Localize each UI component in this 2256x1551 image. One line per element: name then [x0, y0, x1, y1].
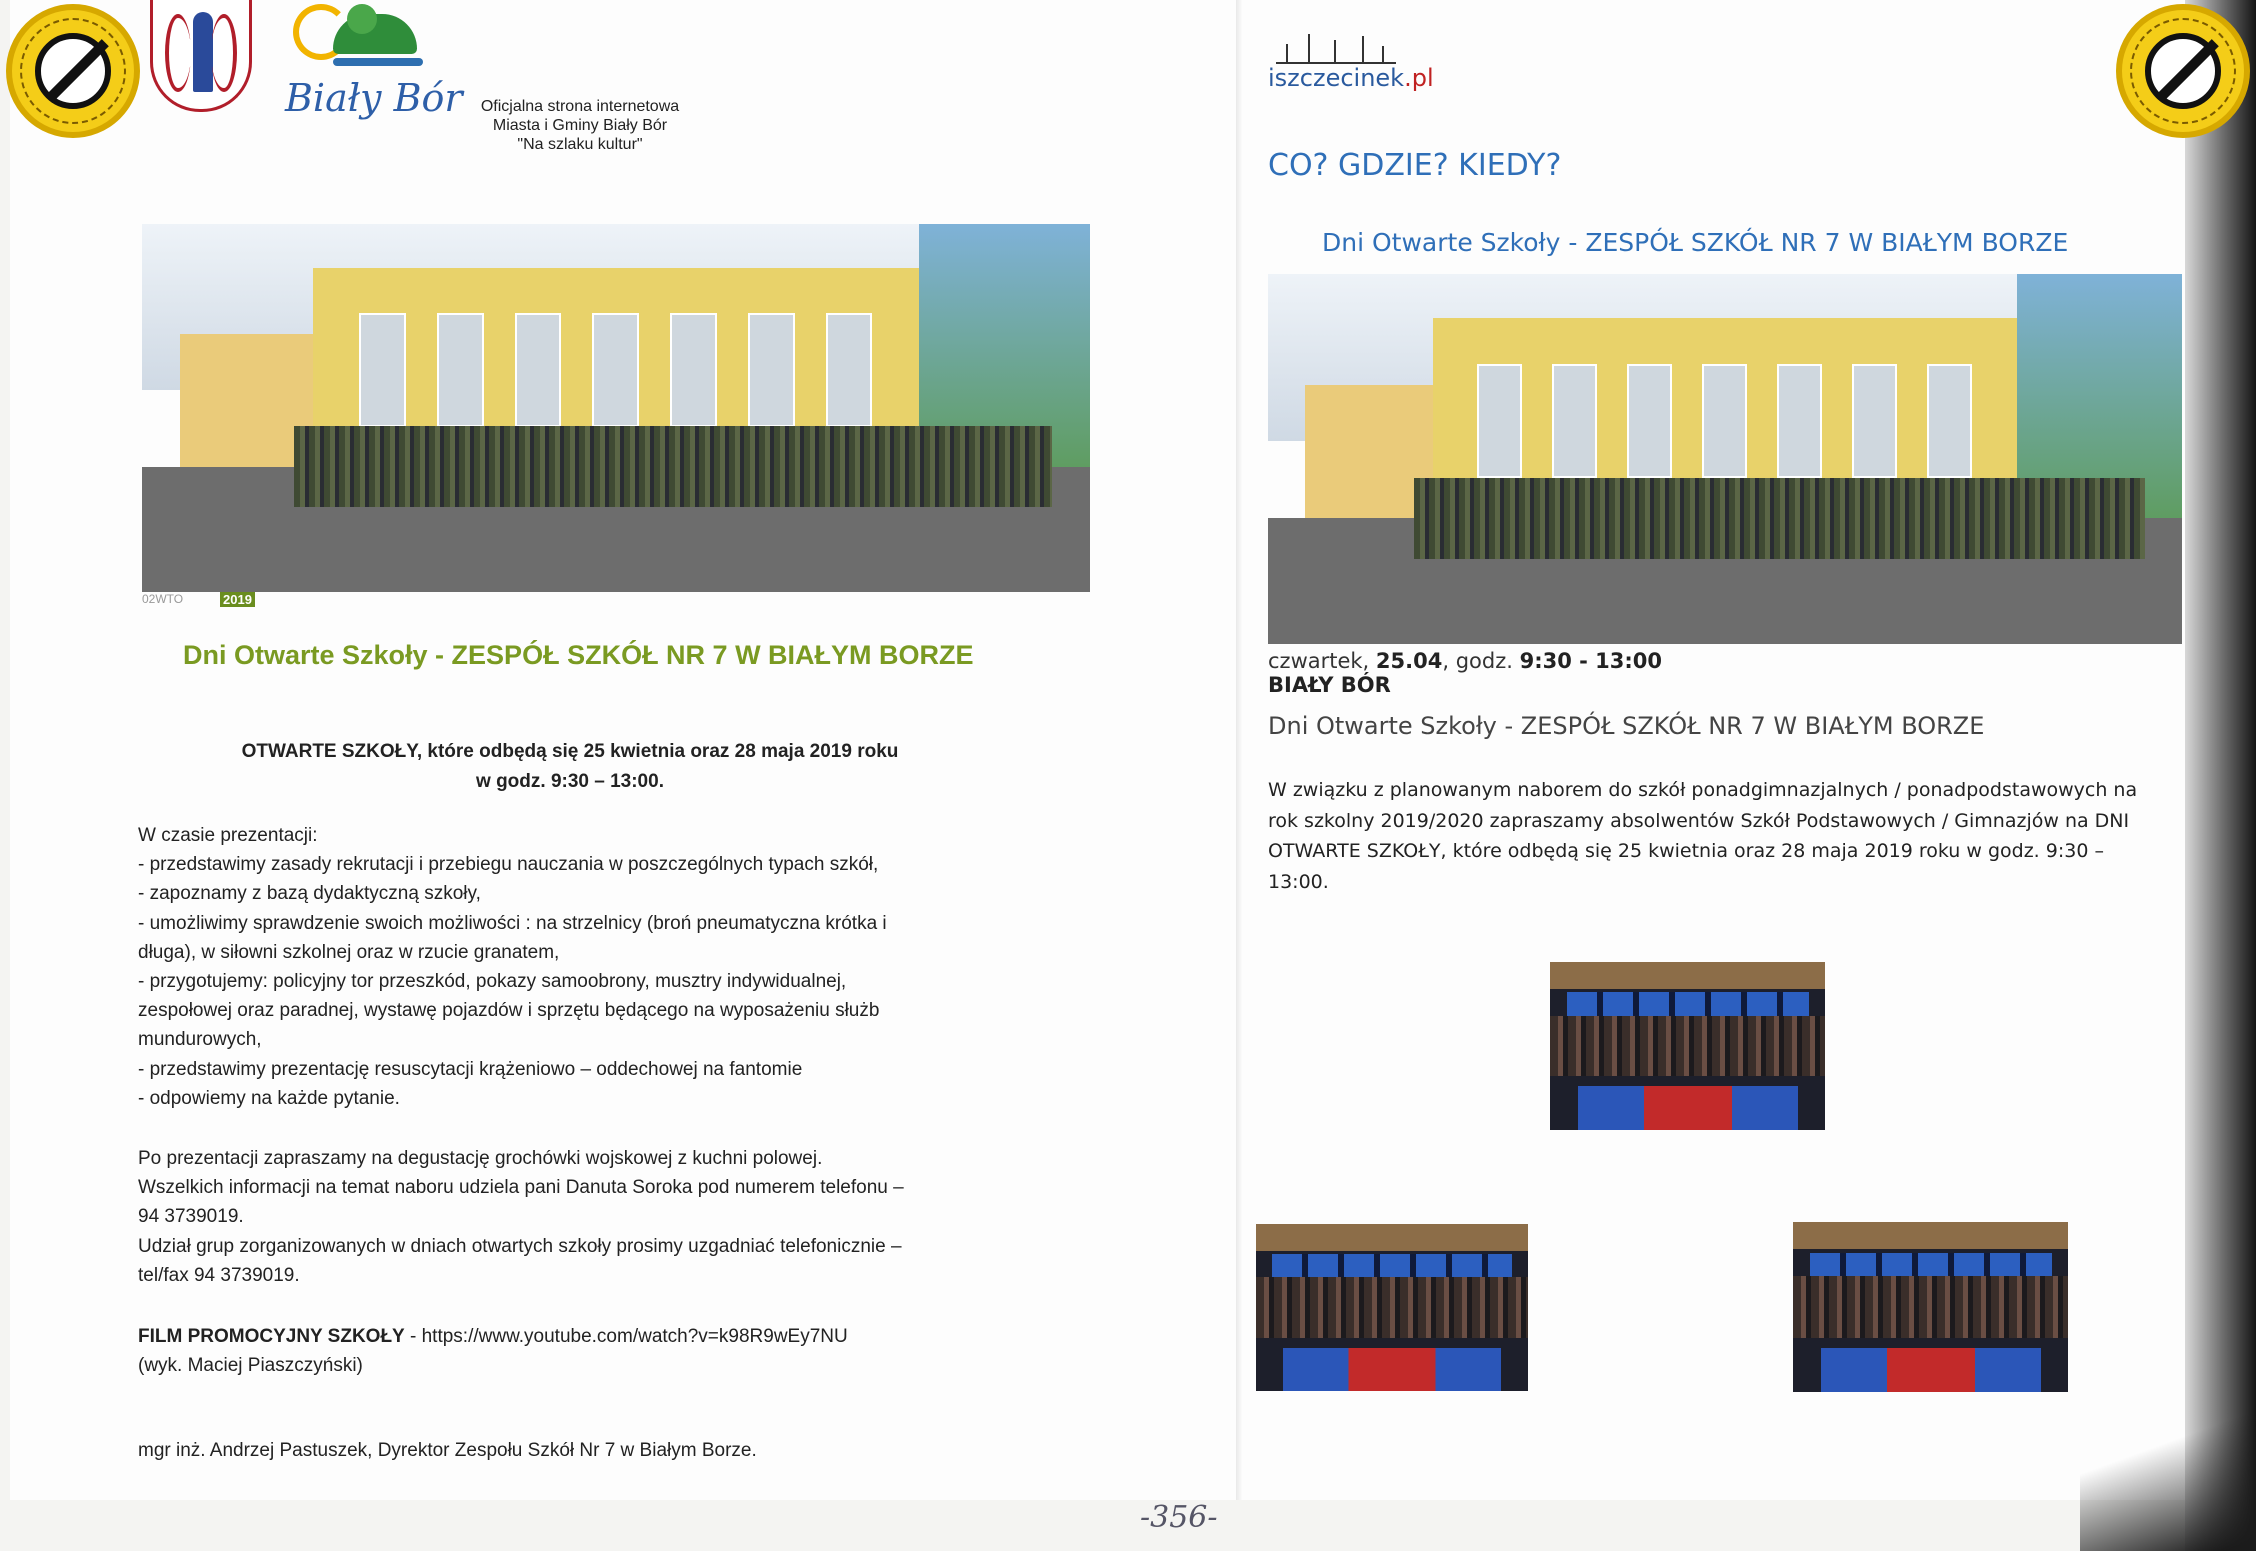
iszczecinek-logo-icon[interactable] [1268, 30, 1434, 94]
gym-photo [1256, 1224, 1528, 1391]
school-photo [142, 224, 1090, 592]
event-place: BIAŁY BÓR [1268, 673, 1391, 697]
lead-line: OTWARTE SZKOŁY, które odbędą się 25 kwietnia oraz 28 maja 2019 roku [241, 741, 899, 762]
page-corner-shadow [2080, 1380, 2256, 1551]
coat-of-arms-icon [150, 0, 252, 112]
left-title: Dni Otwarte Szkoły - ZESPÓŁ SZKÓŁ NR 7 W BIAŁYM BORZE [183, 640, 974, 670]
pdf-xchange-stamp-icon[interactable] [6, 4, 140, 138]
list-item: - przedstawimy zasady rekrutacji i przebiegu nauczania w poszczególnych typach szkół, [138, 854, 879, 876]
date-day: 25.04 [1375, 649, 1443, 673]
gym-photo [1550, 962, 1825, 1130]
site-caption [470, 97, 690, 154]
gym-photo [1793, 1222, 2068, 1392]
list-item: zespołowej oraz paradnej, wystawę pojazdów i sprzętu będącego na wyposażeniu służb [138, 1000, 880, 1022]
list-item: - umożliwimy sprawdzenie swoich możliwości : na strzelnicy (broń pneumatyczna krótka i [138, 912, 887, 934]
date-mid: , godz. [1442, 649, 1520, 673]
date-prefix: czwartek, [1268, 649, 1376, 673]
list-item: W czasie prezentacji: [138, 825, 318, 846]
left-lead [170, 737, 970, 797]
event-date [1268, 648, 1662, 674]
logo-tld: .pl [1404, 64, 1434, 92]
photo-tag: 02WTO [142, 592, 184, 606]
body-line: rok szkolny 2019/2020 zapraszamy absolwentów Szkół Podstawowych / Gimnazjów na DNI [1268, 809, 2130, 832]
photo-year: 2019 [220, 592, 255, 607]
list-item: - zapoznamy z bazą dydaktyczną szkoły, [138, 883, 481, 905]
bialy-bor-logo-icon [283, 4, 463, 120]
info-line: 94 3739019. [138, 1206, 244, 1228]
right-subheading[interactable]: Dni Otwarte Szkoły - ZESPÓŁ SZKÓŁ NR 7 W BIAŁYM BORZE [1322, 228, 2069, 257]
date-time: 9:30 - 13:00 [1519, 649, 1663, 673]
body-line: OTWARTE SZKOŁY, które odbędą się 25 kwietnia oraz 28 maja 2019 roku w godz. 9:30 – [1268, 840, 2104, 862]
event-title: Dni Otwarte Szkoły - ZESPÓŁ SZKÓŁ NR 7 W BIAŁYM BORZE [1268, 712, 1985, 740]
film-label: FILM PROMOCYJNY SZKOŁY [138, 1326, 405, 1347]
logo-text: Biały Bór [285, 76, 463, 120]
body-line: 13:00. [1268, 870, 1329, 893]
caption-line: Miasta i Gminy Biały Bór [492, 117, 668, 134]
page-number: -356- [1140, 1500, 1218, 1535]
info-line: Udział grup zorganizowanych w dniach otwartych szkoły prosimy uzgadniać telefonicznie – [138, 1235, 902, 1257]
school-photo-right [1268, 274, 2182, 644]
logo-main: iszczecinek [1268, 64, 1405, 92]
pdf-xchange-stamp-icon[interactable] [2116, 4, 2250, 138]
page-edge-shadow [2185, 0, 2256, 1551]
info-line: Wszelkich informacji na temat naboru udziela pani Danuta Soroka pod numerem telefonu – [138, 1177, 904, 1199]
info-line: Po prezentacji zapraszamy na degustację grochówki wojskowej z kuchni polowej. [138, 1148, 823, 1169]
lead-line: w godz. 9:30 – 13:00. [476, 771, 664, 792]
film-link[interactable]: - https://www.youtube.com/watch?v=k98R9wEy7NU [404, 1326, 848, 1347]
info-paragraph [138, 1144, 998, 1290]
film-author: (wyk. Maciej Piaszczyński) [138, 1355, 363, 1376]
caption-line: "Na szlaku kultur" [517, 136, 643, 153]
right-heading: CO? GDZIE? KIEDY? [1268, 148, 1562, 183]
book-spine [1236, 0, 1242, 1500]
list-item: - odpowiemy na każde pytanie. [138, 1087, 400, 1109]
list-item: - przedstawimy prezentację resuscytacji krążeniowo – oddechowej na fantomie [138, 1058, 803, 1080]
list-item: - przygotujemy: policyjny tor przeszkód, pokazy samoobrony, musztry indywidualnej, [138, 971, 847, 993]
list-item: mundurowych, [138, 1029, 262, 1051]
info-line: tel/fax 94 3739019. [138, 1264, 300, 1286]
event-description [1268, 775, 2168, 897]
body-line: W związku z planowanym naborem do szkół ponadgimnazjalnych / ponadpodstawowych na [1268, 779, 2138, 801]
signature: mgr inż. Andrzej Pastuszek, Dyrektor Zespołu Szkół Nr 7 w Białym Borze. [138, 1440, 757, 1461]
film-section [138, 1322, 848, 1380]
caption-line: Oficjalna strona internetowa [480, 98, 680, 115]
presentation-list [138, 821, 998, 1113]
list-item: długa), w siłowni szkolnej oraz w rzucie granatem, [138, 941, 560, 963]
